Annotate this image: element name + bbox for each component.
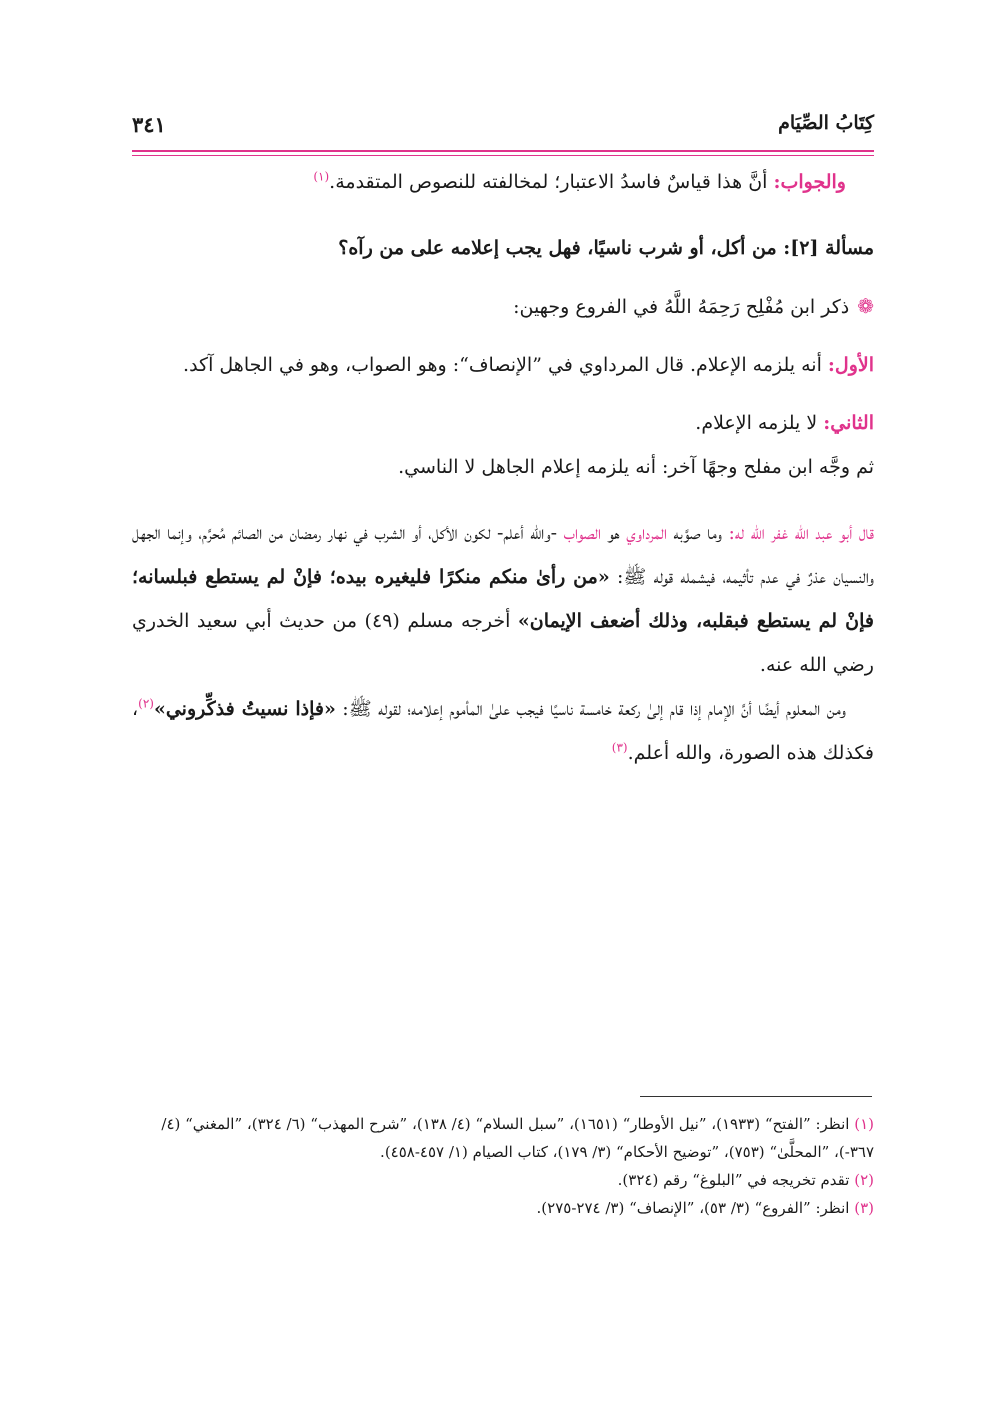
chapter-title: كِتَابُ الصِّيَام bbox=[778, 112, 874, 134]
header-rule-thin bbox=[132, 155, 874, 156]
author-text: وما صوَّبه bbox=[666, 522, 729, 544]
mardawi-name: المرداوي bbox=[626, 522, 667, 544]
question-heading bbox=[132, 226, 874, 270]
intro-text: ذكر ابن مُفْلِح رَحِمَهُ اللَّهُ في الفروع وجهين: bbox=[513, 296, 850, 318]
answer-paragraph bbox=[132, 160, 874, 204]
footnotes bbox=[132, 1110, 874, 1222]
author-label: قال أبو عبد الله غفر الله له: bbox=[728, 522, 874, 544]
author-paragraph bbox=[132, 511, 874, 687]
first-label: الأول: bbox=[827, 354, 874, 376]
author-text: أخرجه مسلم (٤٩) من حديث أبي سعيد الخدري رضي الله عنه. bbox=[132, 610, 874, 676]
footnote-number: (٣) bbox=[854, 1199, 874, 1217]
answer-label: والجواب: bbox=[773, 171, 846, 193]
main-text bbox=[132, 160, 874, 775]
second-label: الثاني: bbox=[823, 412, 874, 434]
footnote-item bbox=[132, 1110, 874, 1166]
second-view-paragraph bbox=[132, 401, 874, 445]
imam-text: ومن المعلوم أيضًا أنَّ الإمام إذا قام إلىٰ ركعة خامسة ناسيًا فيجب علىٰ المأموم إعلامه؛ لقوله ﷺ: bbox=[335, 698, 846, 720]
page-number: ٣٤١ bbox=[132, 112, 166, 137]
intro-paragraph bbox=[132, 284, 874, 329]
question-text: من أكل، أو شرب ناسيًا، فهل يجب إعلامه على من رآه؟ bbox=[338, 237, 784, 259]
hadith-quote: «فإذا نسيتُ فذكِّروني» bbox=[153, 698, 336, 720]
footnote-ref: (٢) bbox=[138, 696, 154, 711]
second-text: لا يلزمه الإعلام. bbox=[695, 412, 824, 434]
answer-text: أنَّ هذا قياسٌ فاسدُ الاعتبار؛ لمخالفته للنصوص المتقدمة. bbox=[329, 171, 774, 193]
footnote-item bbox=[132, 1194, 874, 1222]
footnote-text: انظر: ”الفتح“ (١٩٣٣)، ”نيل الأوطار“ (١٦٥١)، ”سبل السلام“ (٤/ ١٣٨)، ”شرح المهذب“ (٦/ ٣٢٤)، ”المغني“ (٤/ ٣٦٧-)، ”المحلَّىٰ“ (٧٥٣)، ”توضيح الأحكام“ (٣/ ١٧٩)، كتاب الصيام (١/ ٤٥٧-٤٥٨). bbox=[161, 1115, 874, 1161]
first-view-paragraph bbox=[132, 343, 874, 387]
footnote-number: (١) bbox=[854, 1115, 874, 1133]
footnote-ref: (٣) bbox=[611, 740, 628, 755]
author-text: هو bbox=[601, 522, 627, 544]
first-text: أنه يلزمه الإعلام. قال المرداوي في ”الإنصاف“: وهو الصواب، وهو في الجاهل آكد. bbox=[183, 354, 828, 376]
flower-icon: ❁ bbox=[857, 294, 874, 318]
sawab-word: الصواب bbox=[563, 522, 602, 544]
footnote-text: تقدم تخريجه في ”البلوغ“ رقم (٣٢٤). bbox=[617, 1171, 855, 1189]
footnote-separator bbox=[640, 1096, 872, 1097]
footnote-ref: (١) bbox=[313, 169, 330, 184]
footnote-text: انظر: ”الفروع“ (٣/ ٥٣)، ”الإنصاف“ (٣/ ٢٧٤-٢٧٥). bbox=[536, 1199, 855, 1217]
footnote-item bbox=[132, 1166, 874, 1194]
question-label: مسألة [٢]: bbox=[783, 237, 874, 259]
header-rule bbox=[132, 150, 874, 152]
imam-text: ، فكذلك هذه الصورة، والله أعلم. bbox=[132, 698, 874, 764]
running-header bbox=[132, 112, 874, 146]
author-text: -والله أعلم- لكون الأكل، أو الشرب في نهار رمضان من الصائم مُحرَّم، وإنما الجهل والنسيان عذرٌ في عدم تأثيمه، فيشمله قوله ﷺ: bbox=[132, 522, 874, 588]
footnote-number: (٢) bbox=[854, 1171, 874, 1189]
imam-paragraph bbox=[132, 687, 874, 775]
hadith-quote: «من رأىٰ منكم منكرًا فليغيره بيده؛ فإنْ لم يستطع فبلسانه؛ فإنْ لم يستطع فبقلبه، وذلك أضعف الإيمان» bbox=[132, 566, 874, 632]
third-view-paragraph: ثم وجَّه ابن مفلح وجهًا آخر: أنه يلزمه إعلام الجاهل لا الناسي. bbox=[398, 456, 874, 478]
